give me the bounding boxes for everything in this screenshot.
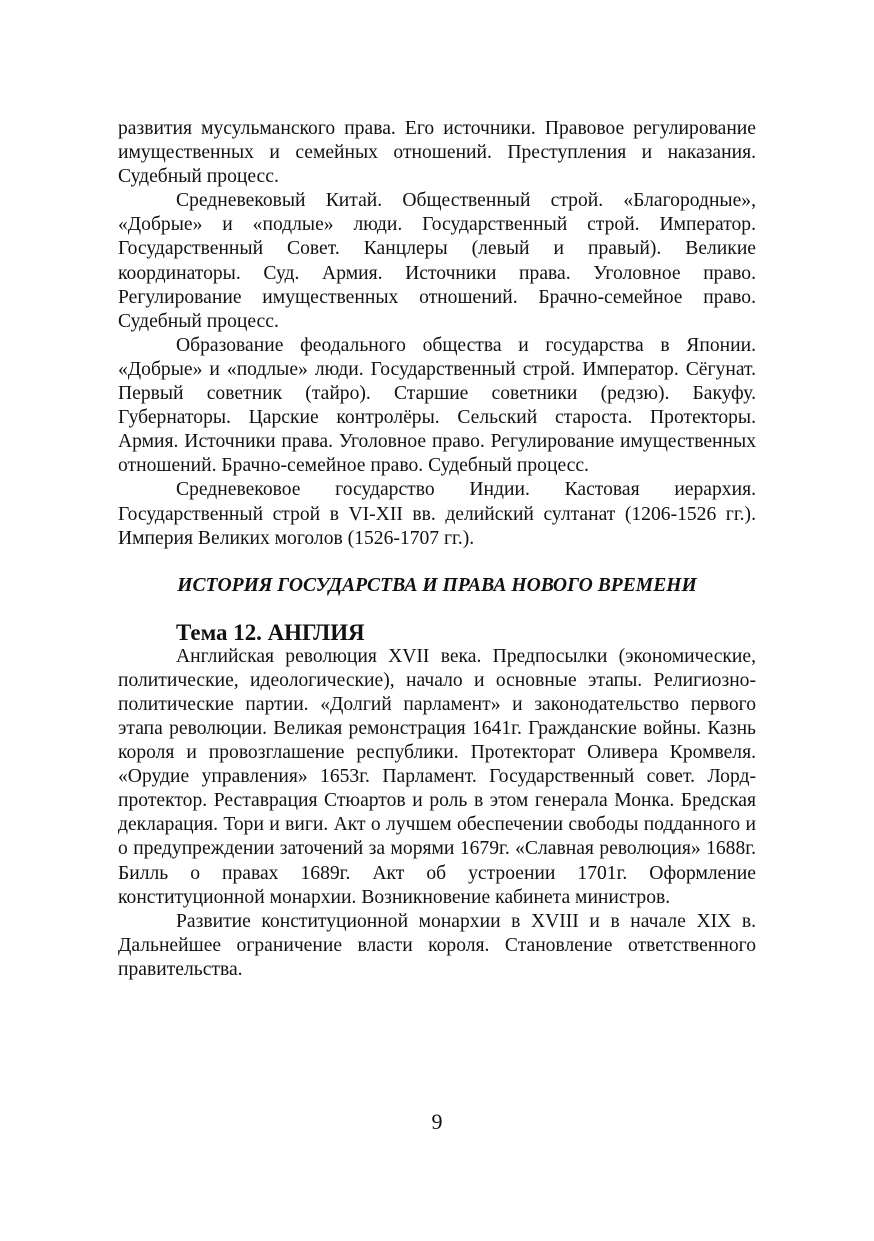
- section-title: ИСТОРИЯ ГОСУДАРСТВА И ПРАВА НОВОГО ВРЕМЕНИ: [177, 574, 697, 596]
- paragraph-medieval-china: Средневековый Китай. Общественный строй. «Благородные», «Добрые» и «подлые» люди. Государственный строй. Император. Государственный Совет. Канцлеры (левый и правый). Великие координаторы. Суд. Армия. Источники права. Уголовное право. Регулирование имущественных отношений. Брачно-семейное право. Судебный процесс.: [118, 190, 756, 332]
- page-number: 9: [431, 1109, 443, 1134]
- paragraph-english-revolution: Английская революция XVII века. Предпосылки (экономические, политические, идеологические), начало и основные этапы. Религиозно-политические партии. «Долгий парламент» и законодательство первого этапа революции. Великая ремонстрация 1641г. Гражданские войны. Казнь короля и провозглашение республики. Протекторат Оливера Кромвеля. «Орудие управления» 1653г. Парламент. Государственный совет. Лорд-протектор. Реставрация Стюартов и роль в этом генерала Монка. Бредская декларация. Тори и виги. Акт о лучшем обеспечении свободы подданного и о предупреждении заточений за морями 1679г. «Славная революция» 1688г. Билль о правах 1689г. Акт об устроении 1701г. Оформление конституционной монархии. Возникновение кабинета министров.: [118, 645, 756, 908]
- topic-title: Тема 12. АНГЛИЯ: [176, 619, 365, 645]
- page-content: [118, 117, 756, 982]
- paragraph-feudal-japan: Образование феодального общества и государства в Японии. «Добрые» и «подлые» люди. Государственный строй. Император. Сёгунат. Первый советник (тайро). Старшие советники (редзю). Бакуфу. Губернаторы. Царские контролёры. Сельский староста. Протекторы. Армия. Источники права. Уголовное право. Регулирование имущественных отношений. Брачно-семейное право. Судебный процесс.: [118, 334, 756, 477]
- paragraph-constitutional-monarchy: Развитие конституционной монархии в XVIII и в начале XIX в. Дальнейшее ограничение власти короля. Становление ответственного правительства.: [118, 910, 756, 980]
- paragraph-islamic-law: развития мусульманского права. Его источники. Правовое регулирование имущественных и семейных отношений. Преступления и наказания. Судебный процесс.: [118, 118, 756, 188]
- paragraph-medieval-india: Средневековое государство Индии. Кастовая иерархия. Государственный строй в VI-XII вв. делийский султанат (1206-1526 гг.). Империя Великих моголов (1526-1707 гг.).: [118, 479, 756, 549]
